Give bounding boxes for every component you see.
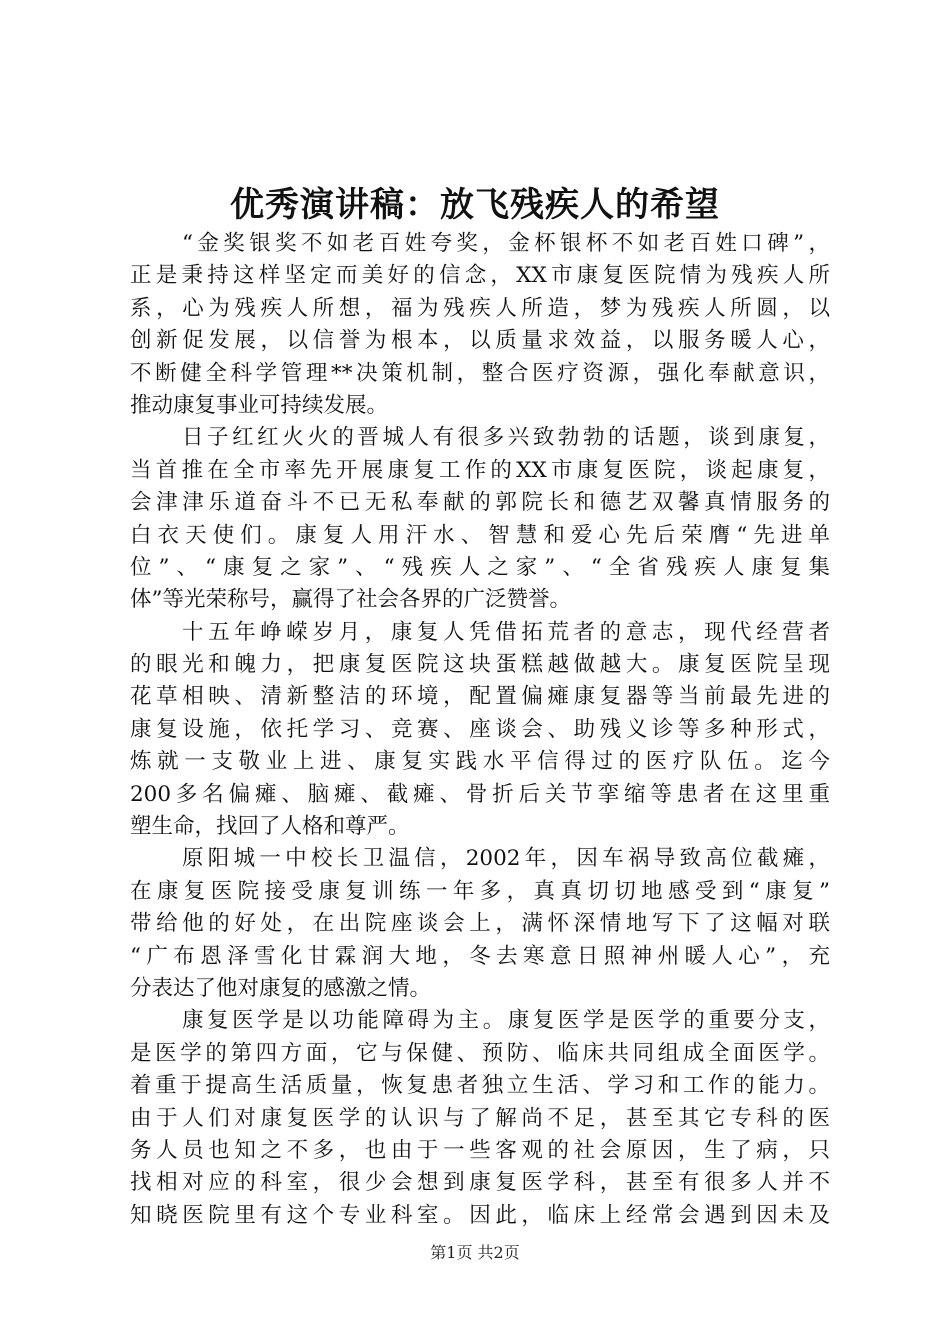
- paragraph-line: 系，心为残疾人所想，福为残疾人所造，梦为残疾人所圆，以: [130, 295, 830, 321]
- paragraph-line: 十五年峥嵘岁月，康复人凭借拓荒者的意志，现代经营者: [182, 619, 830, 645]
- paragraph: [130, 617, 830, 844]
- paragraph-line: “金奖银奖不如老百姓夸奖，金杯银杯不如老百姓口碑”，: [182, 231, 830, 256]
- paragraph-line: 找相对应的科室，很少会想到康复医学科，甚至有很多人并不: [130, 1170, 830, 1196]
- page-footer: 第1页 共2页: [430, 1243, 520, 1262]
- paragraph-line: 200多名偏瘫、脑瘫、截瘫、骨折后关节挛缩等患者在这里重: [130, 781, 830, 807]
- paragraph-line: 体”等光荣称号，赢得了社会各界的广泛赞誉。: [130, 587, 571, 613]
- paragraph-line: 分表达了他对康复的感激之情。: [130, 975, 432, 1001]
- paragraph-line: 位”、“康复之家”、“残疾人之家”、“全省残疾人康复集: [130, 554, 830, 580]
- paragraph: [130, 1005, 830, 1232]
- document-body: [130, 228, 830, 1232]
- paragraph-line: 炼就一支敬业上进、康复实践水平信得过的医疗队伍。迄今: [130, 749, 830, 775]
- paragraph-line: 着重于提高生活质量，恢复患者独立生活、学习和工作的能力。: [130, 1073, 830, 1099]
- paragraph-line: 在康复医院接受康复训练一年多，真真切切地感受到“康复”: [130, 878, 830, 904]
- paragraph-line: 的眼光和魄力，把康复医院这块蛋糕越做越大。康复医院呈现: [130, 652, 830, 678]
- paragraph-line: 塑生命，找回了人格和尊严。: [130, 814, 410, 840]
- paragraph-line: 康复医学是以功能障碍为主。康复医学是医学的重要分支，: [182, 1008, 830, 1034]
- paragraph-line: 不断健全科学管理**决策机制，整合医疗资源，强化奉献意识，: [130, 360, 830, 386]
- paragraph: [130, 422, 830, 616]
- paragraph-line: 白衣天使们。康复人用汗水、智慧和爱心先后荣膺“先进单: [130, 522, 830, 548]
- paragraph-line: 推动康复事业可持续发展。: [130, 392, 389, 418]
- paragraph-line: 正是秉持这样坚定而美好的信念，XX市康复医院情为残疾人所: [130, 263, 830, 289]
- paragraph-line: 日子红红火火的晋城人有很多兴致勃勃的话题，谈到康复，: [182, 425, 830, 451]
- paragraph: [130, 228, 830, 422]
- paragraph-line: 创新促发展，以信誉为根本，以质量求效益，以服务暖人心，: [130, 328, 830, 354]
- paragraph-line: “广布恩泽雪化甘霖润大地，冬去寒意日照神州暖人心”，充: [130, 943, 830, 969]
- paragraph-line: 务人员也知之不多，也由于一些客观的社会原因，生了病，只: [130, 1137, 830, 1163]
- paragraph-line: 知晓医院里有这个专业科室。因此，临床上经常会遇到因未及: [130, 1202, 830, 1228]
- paragraph-line: 康复设施，依托学习、竞赛、座谈会、助残义诊等多种形式，: [130, 716, 830, 742]
- document-title: 优秀演讲稿：放飞残疾人的希望: [230, 185, 720, 225]
- paragraph-line: 花草相映、清新整洁的环境，配置偏瘫康复器等当前最先进的: [130, 684, 830, 710]
- paragraph-line: 原阳城一中校长卫温信，2002年，因车祸导致高位截瘫，: [182, 846, 830, 872]
- paragraph-line: 带给他的好处，在出院座谈会上，满怀深情地写下了这幅对联: [130, 911, 830, 937]
- paragraph-line: 会津津乐道奋斗不已无私奉献的郭院长和德艺双馨真情服务的: [130, 490, 830, 516]
- paragraph-line: 当首推在全市率先开展康复工作的XX市康复医院，谈起康复，: [130, 457, 830, 483]
- paragraph: [130, 843, 830, 1005]
- paragraph-line: 是医学的第四方面，它与保健、预防、临床共同组成全面医学。: [130, 1040, 830, 1066]
- paragraph-line: 由于人们对康复医学的认识与了解尚不足，甚至其它专科的医: [130, 1105, 830, 1131]
